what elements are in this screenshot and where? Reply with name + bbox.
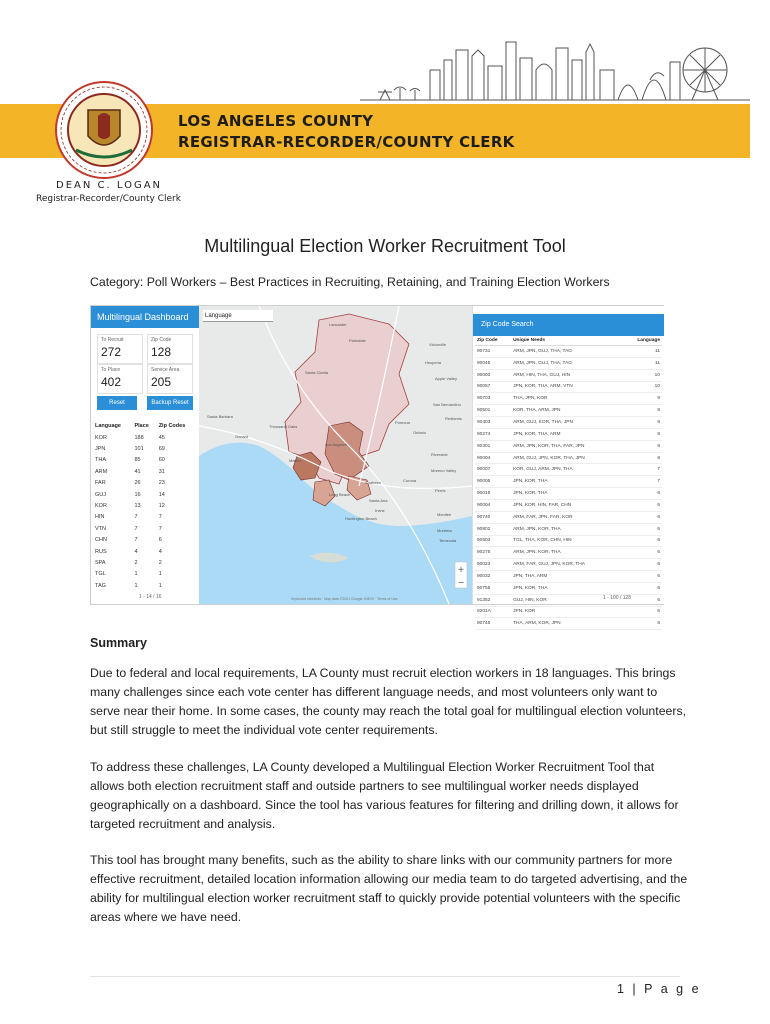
table-cell: 6 xyxy=(623,499,662,511)
table-cell: 90023 xyxy=(475,559,511,571)
stat-service-area xyxy=(147,364,193,394)
table-cell: 2 xyxy=(158,559,162,566)
map-label: Temecula xyxy=(439,538,457,543)
table-row[interactable] xyxy=(475,499,662,511)
column-header[interactable]: Zip Codes xyxy=(158,423,186,429)
table-cell: 8 xyxy=(623,405,662,417)
table-cell: 23 xyxy=(158,480,165,487)
table-cell: 85 xyxy=(134,457,141,464)
stat-caption: To Place xyxy=(101,367,121,373)
zoom-out-icon[interactable]: − xyxy=(458,578,464,589)
table-cell: 90004 xyxy=(475,452,511,464)
map-label: Perris xyxy=(435,488,446,493)
map-label: Santa Clarita xyxy=(305,370,329,375)
stat-zip-code xyxy=(147,334,193,364)
table-cell: ARM, JPN, KOR, THA xyxy=(511,547,623,559)
map-label: Murrieta xyxy=(437,528,452,533)
table-cell: 90275 xyxy=(475,547,511,559)
table-cell: 41 xyxy=(134,468,141,475)
table-row[interactable] xyxy=(93,512,197,523)
table-cell: ARM, FAR, GUJ, JPN, KOR, THA xyxy=(511,559,623,571)
table-cell: KOR xyxy=(95,503,107,510)
map-label: Palmdale xyxy=(349,338,366,343)
table-cell: 6 xyxy=(623,511,662,523)
table-cell: 12 xyxy=(158,503,165,510)
table-cell: 31 xyxy=(158,468,165,475)
page-number: 1 | P a g e xyxy=(617,982,702,996)
table-cell: 4 xyxy=(158,548,162,555)
table-cell: VTN xyxy=(95,525,106,532)
table-cell: 2 xyxy=(134,559,138,566)
table-row[interactable] xyxy=(93,466,197,477)
table-cell: JPN, KOR, HIN, FAR, CHN xyxy=(511,499,623,511)
table-cell: 26 xyxy=(134,480,141,487)
map-label: Menifee xyxy=(437,512,452,517)
stat-value: 402 xyxy=(101,375,122,389)
table-cell: 90745 xyxy=(475,618,511,630)
table-cell: 90045 xyxy=(475,357,511,369)
table-cell: 6 xyxy=(623,523,662,535)
table-cell: 6 xyxy=(623,547,662,559)
table-cell: HIN xyxy=(95,514,105,521)
table-row[interactable] xyxy=(475,357,662,369)
table-cell: ARM, JPN, KOR, THA xyxy=(511,523,623,535)
table-cell: 6 xyxy=(623,618,662,630)
table-cell: ARM, FAR, JPN, FAR, KOR xyxy=(511,511,623,523)
table-cell: 7 xyxy=(623,464,662,476)
table-cell: 6 xyxy=(623,559,662,571)
zoom-in-icon[interactable]: + xyxy=(458,565,464,576)
map-label: Apple Valley xyxy=(435,376,457,381)
table-cell: ARM xyxy=(95,468,108,475)
table-cell: 7 xyxy=(134,525,138,532)
column-header[interactable]: Zip Code xyxy=(475,336,511,346)
table-cell: 90740 xyxy=(475,511,511,523)
table-cell: JPN, THA, ARM xyxy=(511,571,623,583)
map-label: Corona xyxy=(403,478,417,483)
table-row[interactable] xyxy=(475,346,662,358)
table-cell: TAG xyxy=(95,582,106,589)
table-row[interactable] xyxy=(475,464,662,476)
category-line: Category: Poll Workers – Best Practices in Recruiting, Retaining, and Training Election Workers xyxy=(90,275,610,289)
table-cell: JPN, KOR, THA xyxy=(511,488,623,500)
map-label: Oxnard xyxy=(235,434,249,439)
table-row[interactable] xyxy=(475,511,662,523)
table-cell: JPN, KOR, THA, ARM, VTN xyxy=(511,381,623,393)
table-cell: 45 xyxy=(158,434,165,441)
table-cell: 90003 xyxy=(475,369,511,381)
table-cell: 91352 xyxy=(475,594,511,606)
table-row[interactable] xyxy=(93,546,197,557)
map-label: Ontario xyxy=(413,430,427,435)
map-label: Irvine xyxy=(375,508,385,513)
table-cell: 90004 xyxy=(475,499,511,511)
zip-search-panel xyxy=(472,306,664,627)
dashboard-header: Multilingual Dashboard xyxy=(91,306,199,328)
dashboard-left-panel xyxy=(91,306,200,604)
table-row[interactable] xyxy=(475,369,662,381)
table-row[interactable] xyxy=(475,582,662,594)
map-label: Thousand Oaks xyxy=(269,424,298,429)
table-cell: 1 xyxy=(158,582,162,589)
table-row[interactable] xyxy=(93,500,197,511)
map-label: Victorville xyxy=(429,342,447,347)
table-cell: 90057 xyxy=(475,381,511,393)
column-header[interactable]: Language xyxy=(623,336,662,346)
table-cell: ARM, JPN, GUJ, THA, TAG xyxy=(511,346,623,358)
table-cell: 90501 xyxy=(475,405,511,417)
table-row[interactable] xyxy=(93,489,197,500)
table-cell: 7 xyxy=(134,514,138,521)
table-cell: 90015 xyxy=(475,488,511,500)
county-map[interactable] xyxy=(199,306,472,604)
official-title: Registrar-Recorder/County Clerk xyxy=(36,194,181,204)
table-cell: 6 xyxy=(623,594,662,606)
table-row[interactable] xyxy=(475,571,662,583)
table-cell: THA, JPN, KOR xyxy=(511,393,623,405)
table-cell: 6 xyxy=(623,582,662,594)
table-cell: 6 xyxy=(623,571,662,583)
table-cell: ARM, JPN, GUJ, THA, TAG xyxy=(511,357,623,369)
table-cell: 8 xyxy=(623,452,662,464)
column-header[interactable]: Place xyxy=(134,423,149,429)
table-row[interactable] xyxy=(475,547,662,559)
table-row[interactable] xyxy=(475,440,662,452)
table-row[interactable] xyxy=(475,452,662,464)
table-cell: 90032 xyxy=(475,571,511,583)
table-cell: THA xyxy=(95,457,106,464)
table-cell: 188 xyxy=(134,434,144,441)
table-cell: 90755 xyxy=(475,582,511,594)
table-cell: 13 xyxy=(134,503,141,510)
map-label: Lancaster xyxy=(329,322,347,327)
stat-caption: To Recruit xyxy=(101,337,124,343)
table-cell: 90703 xyxy=(475,393,511,405)
table-cell: GUJ, HIN, KOR xyxy=(511,594,623,606)
map-label: San Bernardino xyxy=(433,402,461,407)
table-cell: KOR, GUJ, ARM, JPN, THA xyxy=(511,464,623,476)
table-row[interactable] xyxy=(475,618,662,630)
reset-button[interactable]: Reset xyxy=(97,396,137,410)
table-cell: 69 xyxy=(158,446,165,453)
table-cell: CHN xyxy=(95,537,107,544)
table-row[interactable] xyxy=(93,443,197,454)
table-row[interactable] xyxy=(93,478,197,489)
table-row[interactable] xyxy=(475,559,662,571)
map-label: Santa Ana xyxy=(369,498,388,503)
table-cell: 6 xyxy=(158,537,162,544)
table-cell: 16 xyxy=(134,491,141,498)
table-cell: JPN, KOR xyxy=(511,606,623,618)
table-cell: 8 xyxy=(623,428,662,440)
table-cell: 90503 xyxy=(475,535,511,547)
map-label: Long Beach xyxy=(329,492,351,497)
dashboard-screenshot xyxy=(90,305,664,627)
county-seal-icon xyxy=(54,80,154,180)
table-cell: JPN, KOR, THA xyxy=(511,582,623,594)
language-table-pager[interactable]: 1 - 14 / 16 xyxy=(139,594,162,600)
table-cell: 7 xyxy=(158,514,162,521)
table-cell: 90274 xyxy=(475,428,511,440)
table-cell: THA, ARM, KOR, JPN xyxy=(511,618,623,630)
table-cell: TGL, THA, KOR, CHN, HIN xyxy=(511,535,623,547)
table-cell: 14 xyxy=(158,491,165,498)
table-row[interactable] xyxy=(93,432,197,443)
table-cell: JPN xyxy=(95,446,106,453)
table-cell: 8 xyxy=(623,417,662,429)
table-cell: ARM, HIN, THA, GUJ, HIN xyxy=(511,369,623,381)
table-row[interactable] xyxy=(475,488,662,500)
stat-to-place xyxy=(97,364,143,394)
zip-search-header: Zip Code Search xyxy=(473,314,664,336)
map-label: Anaheim xyxy=(365,480,381,485)
table-row[interactable] xyxy=(475,523,662,535)
map-label: Malibu xyxy=(289,458,301,463)
table-row[interactable] xyxy=(475,594,662,606)
table-row[interactable] xyxy=(475,405,662,417)
table-cell: 8 xyxy=(623,440,662,452)
table-header-row xyxy=(93,420,197,432)
table-cell: 10 xyxy=(623,369,662,381)
table-cell: TGL xyxy=(95,571,106,578)
table-cell: GUJ xyxy=(95,491,106,498)
table-cell: 6 xyxy=(623,535,662,547)
table-cell: 1 xyxy=(134,582,138,589)
map-label: Riverside xyxy=(431,452,448,457)
table-cell: 7 xyxy=(623,476,662,488)
table-cell: 90005 xyxy=(475,476,511,488)
table-cell: 11 xyxy=(623,357,662,369)
stat-caption: Service Area xyxy=(151,367,180,373)
zip-code-table xyxy=(475,336,662,630)
map-label: Hesperia xyxy=(425,360,442,365)
org-name-line2: REGISTRAR-RECORDER/COUNTY CLERK xyxy=(178,133,515,151)
table-cell: JPN, KOR, THA, ARM xyxy=(511,428,623,440)
table-cell: ARM, GUJ, JPN, KOR, THA, JPN xyxy=(511,452,623,464)
table-cell: JPN, KOR, THA xyxy=(511,476,623,488)
table-cell: 6 xyxy=(623,488,662,500)
table-cell: 1 xyxy=(134,571,138,578)
table-cell: 7 xyxy=(158,525,162,532)
backup-reset-button[interactable]: Backup Reset xyxy=(147,396,193,410)
table-cell: FAR xyxy=(95,480,106,487)
table-cell: SPA xyxy=(95,559,106,566)
document-title: Multilingual Election Worker Recruitment Tool xyxy=(204,236,566,256)
table-cell: 90007 xyxy=(475,464,511,476)
table-cell: 6 xyxy=(623,606,662,618)
official-name: DEAN C. LOGAN xyxy=(56,180,163,191)
summary-heading: Summary xyxy=(90,636,147,650)
stat-value: 128 xyxy=(151,345,172,359)
zip-table-pager[interactable]: 1 - 100 / 128 xyxy=(603,595,632,601)
table-cell: 7 xyxy=(134,537,138,544)
summary-paragraph-3: This tool has brought many benefits, such as the ability to share links with our community partners for more effective recruitment, detailed location information allowing our media team to do targeted advertising, and the ability for multilingual election worker recruitment staff to quickly provide potential volunteers with the specific areas where we have need. xyxy=(90,853,688,924)
table-cell: 60 xyxy=(158,457,165,464)
table-cell: 10 xyxy=(623,381,662,393)
table-cell: 1 xyxy=(158,571,162,578)
column-header[interactable]: Language xyxy=(95,423,121,429)
summary-paragraph-1: Due to federal and local requirements, LA County must recruit election workers in 18 languages. This brings many challenges since each vote center has different language needs, and most volunteers only want to serve near their home. In some cases, the county may reach the total goal for multilingual election volunteers, but still struggle to meet the individual vote center requirements. xyxy=(90,666,687,737)
stat-to-recruit xyxy=(97,334,143,364)
table-row[interactable] xyxy=(475,381,662,393)
map-label: Moreno Valley xyxy=(431,468,457,473)
org-name-line1: LOS ANGELES COUNTY xyxy=(178,112,374,130)
map-label: Pomona xyxy=(395,420,410,425)
table-row[interactable] xyxy=(475,476,662,488)
map-zoom-controls[interactable] xyxy=(455,562,467,589)
language-select[interactable]: Language xyxy=(203,310,273,322)
table-row[interactable] xyxy=(93,557,197,568)
stat-value: 272 xyxy=(101,345,122,359)
table-cell: 90301 xyxy=(475,440,511,452)
table-row[interactable] xyxy=(93,535,197,546)
map-label: Los Angeles xyxy=(325,442,347,447)
table-cell: ARM, GUJ, KOR, THA, JPN xyxy=(511,417,623,429)
table-row[interactable] xyxy=(475,535,662,547)
table-row[interactable] xyxy=(93,523,197,534)
table-cell: 9201A xyxy=(475,606,511,618)
table-cell: 90802 xyxy=(475,523,511,535)
language-table xyxy=(93,420,197,591)
summary-paragraph-2: To address these challenges, LA County developed a Multilingual Election Worker Recruitment Tool that allows both election recruitment staff and outside partners to see multilingual worker needs displayed geographically on a dashboard. Since the tool has various features for filtering and drilling down, it allows for targeted recruitment and analysis. xyxy=(90,760,679,831)
map-label: Redlands xyxy=(445,416,462,421)
table-row[interactable] xyxy=(93,455,197,466)
stat-value: 205 xyxy=(151,375,172,389)
table-cell: 101 xyxy=(134,446,144,453)
footer-divider xyxy=(90,976,680,977)
table-cell: 90403 xyxy=(475,417,511,429)
table-header-row xyxy=(475,336,662,346)
column-header[interactable]: Unique Needs xyxy=(511,336,623,346)
skyline-illustration xyxy=(360,30,750,105)
table-cell: 9 xyxy=(623,393,662,405)
table-cell: RUS xyxy=(95,548,107,555)
table-cell: 11 xyxy=(623,346,662,358)
table-row[interactable] xyxy=(475,417,662,429)
table-cell: KOR xyxy=(95,434,107,441)
map-label: Santa Barbara xyxy=(207,414,233,419)
table-row[interactable] xyxy=(93,580,197,591)
table-cell: KOR, THA, ARM, JPN xyxy=(511,405,623,417)
table-row[interactable] xyxy=(475,393,662,405)
table-row[interactable] xyxy=(475,606,662,618)
table-cell: 90731 xyxy=(475,346,511,358)
table-cell: ARM, JPN, KOR, THA, FAR, JPN xyxy=(511,440,623,452)
map-label: Huntington Beach xyxy=(345,516,377,521)
table-row[interactable] xyxy=(93,569,197,580)
table-row[interactable] xyxy=(475,428,662,440)
table-cell: 4 xyxy=(134,548,138,555)
map-attribution: Keyboard shortcuts · Map data ©2021 Google, INEGI · Terms of Use xyxy=(291,597,398,601)
stat-caption: Zip Code xyxy=(151,337,172,343)
